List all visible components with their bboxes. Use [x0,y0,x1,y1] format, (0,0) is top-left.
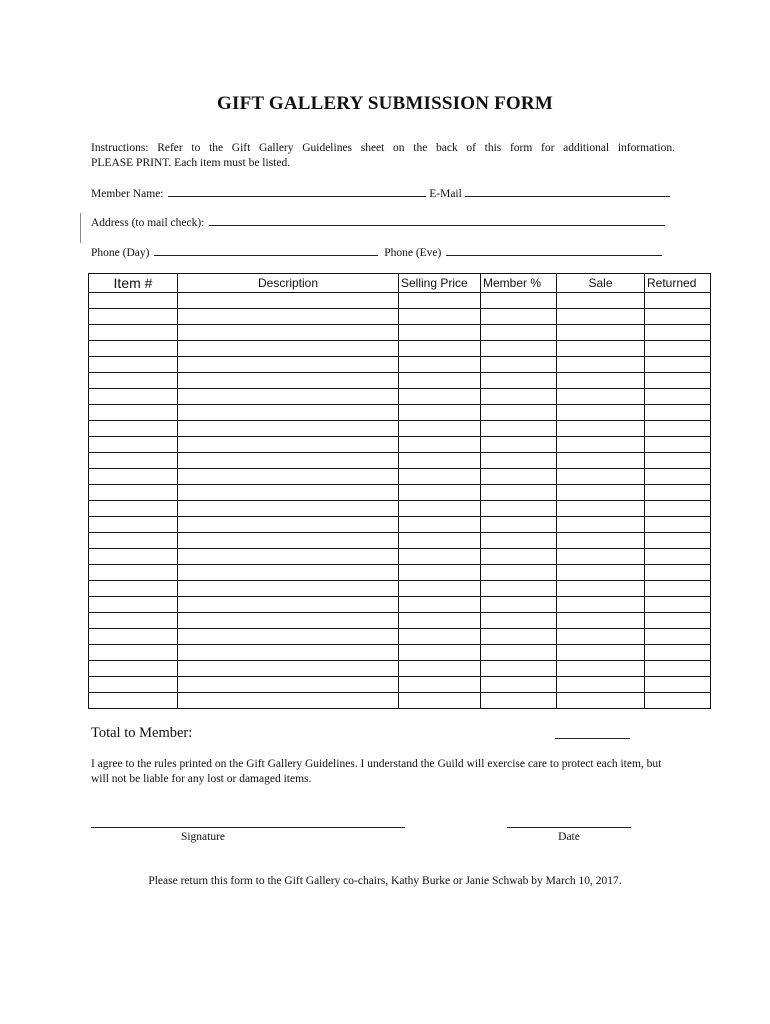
returned-cell[interactable] [645,565,711,581]
selling-price-cell[interactable] [399,469,481,485]
sale-cell[interactable] [557,341,645,357]
description-cell[interactable] [178,677,399,693]
member-percent-cell[interactable] [481,533,557,549]
returned-cell[interactable] [645,341,711,357]
member-percent-cell[interactable] [481,405,557,421]
member-percent-cell[interactable] [481,293,557,309]
description-cell[interactable] [178,549,399,565]
returned-cell[interactable] [645,549,711,565]
description-cell[interactable] [178,453,399,469]
item-number-cell[interactable] [89,405,178,421]
table-row [89,341,711,357]
table-row [89,629,711,645]
description-cell[interactable] [178,469,399,485]
header-selling-price: Selling Price [399,274,481,293]
returned-cell[interactable] [645,597,711,613]
item-number-cell[interactable] [89,533,178,549]
form-title: GIFT GALLERY SUBMISSION FORM [217,93,553,114]
sale-cell[interactable] [557,389,645,405]
returned-cell[interactable] [645,677,711,693]
table-row [89,661,711,677]
member-percent-cell[interactable] [481,613,557,629]
member-percent-cell[interactable] [481,357,557,373]
items-table [88,273,711,709]
member-percent-cell[interactable] [481,469,557,485]
description-cell[interactable] [178,629,399,645]
sale-cell[interactable] [557,453,645,469]
item-number-cell[interactable] [89,421,178,437]
item-number-cell[interactable] [89,677,178,693]
item-number-cell[interactable] [89,693,178,709]
sale-cell[interactable] [557,581,645,597]
selling-price-cell[interactable] [399,501,481,517]
sale-cell[interactable] [557,293,645,309]
sale-cell[interactable] [557,517,645,533]
table-row [89,357,711,373]
table-row [89,693,711,709]
selling-price-cell[interactable] [399,645,481,661]
description-cell[interactable] [178,501,399,517]
item-number-cell[interactable] [89,597,178,613]
item-number-cell[interactable] [89,613,178,629]
member-percent-cell[interactable] [481,453,557,469]
table-row [89,389,711,405]
item-number-cell[interactable] [89,293,178,309]
member-percent-cell[interactable] [481,485,557,501]
sale-cell[interactable] [557,645,645,661]
table-row [89,517,711,533]
phone-day-label: Phone (Day) [91,247,150,259]
member-percent-cell[interactable] [481,373,557,389]
sale-cell[interactable] [557,629,645,645]
member-percent-cell[interactable] [481,517,557,533]
sale-cell[interactable] [557,613,645,629]
member-percent-cell[interactable] [481,645,557,661]
table-row [89,325,711,341]
total-to-member-label: Total to Member: [91,725,193,741]
returned-cell[interactable] [645,325,711,341]
item-number-cell[interactable] [89,453,178,469]
member-percent-cell[interactable] [481,437,557,453]
header-member-percent: Member % [481,274,557,293]
returned-cell[interactable] [645,581,711,597]
member-percent-cell[interactable] [481,565,557,581]
returned-cell[interactable] [645,517,711,533]
returned-cell[interactable] [645,373,711,389]
phone-day-field[interactable] [154,244,378,256]
item-number-cell[interactable] [89,629,178,645]
member-percent-cell[interactable] [481,693,557,709]
selling-price-cell[interactable] [399,325,481,341]
table-row [89,549,711,565]
returned-cell[interactable] [645,421,711,437]
signature-line[interactable] [91,827,405,828]
description-cell[interactable] [178,309,399,325]
item-number-cell[interactable] [89,309,178,325]
table-row [89,581,711,597]
returned-cell[interactable] [645,437,711,453]
table-header-row [89,274,711,293]
returned-cell[interactable] [645,357,711,373]
selling-price-cell[interactable] [399,517,481,533]
sale-cell[interactable] [557,469,645,485]
description-cell[interactable] [178,533,399,549]
date-label: Date [558,831,580,843]
returned-cell[interactable] [645,293,711,309]
member-name-field[interactable] [168,185,426,197]
description-cell[interactable] [178,373,399,389]
description-cell[interactable] [178,613,399,629]
phone-row [91,244,662,259]
member-percent-cell[interactable] [481,597,557,613]
email-label: E-Mail [429,188,462,200]
description-cell[interactable] [178,661,399,677]
table-row [89,309,711,325]
member-percent-cell[interactable] [481,661,557,677]
selling-price-cell[interactable] [399,309,481,325]
table-row [89,485,711,501]
table-row [89,677,711,693]
item-number-cell[interactable] [89,517,178,533]
item-number-cell[interactable] [89,501,178,517]
selling-price-cell[interactable] [399,389,481,405]
member-percent-cell[interactable] [481,325,557,341]
header-description: Description [178,274,399,293]
member-percent-cell[interactable] [481,389,557,405]
selling-price-cell[interactable] [399,293,481,309]
table-row [89,293,711,309]
member-percent-cell[interactable] [481,341,557,357]
item-number-cell[interactable] [89,357,178,373]
item-number-cell[interactable] [89,373,178,389]
signature-label: Signature [180,831,226,843]
instructions-line-2: PLEASE PRINT. Each item must be listed. [91,157,291,169]
sale-cell[interactable] [557,421,645,437]
item-number-cell[interactable] [89,565,178,581]
item-number-cell[interactable] [89,485,178,501]
sale-cell[interactable] [557,661,645,677]
sale-cell[interactable] [557,501,645,517]
email-field[interactable] [465,185,670,197]
selling-price-cell[interactable] [399,677,481,693]
table-row [89,421,711,437]
sale-cell[interactable] [557,325,645,341]
returned-cell[interactable] [645,453,711,469]
returned-cell[interactable] [645,629,711,645]
header-sale: Sale [557,274,645,293]
phone-eve-field[interactable] [446,244,662,256]
description-cell[interactable] [178,485,399,501]
table-row [89,645,711,661]
selling-price-cell[interactable] [399,629,481,645]
table-row [89,501,711,517]
sale-cell[interactable] [557,357,645,373]
phone-eve-label: Phone (Eve) [384,247,442,259]
selling-price-cell[interactable] [399,341,481,357]
member-percent-cell[interactable] [481,581,557,597]
items-table-body [89,293,711,709]
sale-cell[interactable] [557,485,645,501]
instructions [91,141,675,171]
item-number-cell[interactable] [89,549,178,565]
instructions-line-1: Instructions: Refer to the Gift Gallery Guidelines sheet on the back of this form for additional information. [91,142,675,154]
agreement-text: I agree to the rules printed on the Gift Gallery Guidelines. I understand the Guild will exercise care to protect each item, but will not be liable for any lost or damaged items. [91,758,662,785]
description-cell[interactable] [178,693,399,709]
table-row [89,469,711,485]
description-cell[interactable] [178,357,399,373]
returned-cell[interactable] [645,693,711,709]
selling-price-cell[interactable] [399,357,481,373]
selling-price-cell[interactable] [399,565,481,581]
description-cell[interactable] [178,341,399,357]
address-label: Address (to mail check): [91,217,205,229]
description-cell[interactable] [178,293,399,309]
item-number-cell[interactable] [89,389,178,405]
member-percent-cell[interactable] [481,549,557,565]
sale-cell[interactable] [557,549,645,565]
returned-cell[interactable] [645,405,711,421]
returned-cell[interactable] [645,661,711,677]
sale-cell[interactable] [557,677,645,693]
selling-price-cell[interactable] [399,485,481,501]
item-number-cell[interactable] [89,325,178,341]
sale-cell[interactable] [557,309,645,325]
table-row [89,405,711,421]
table-row [89,453,711,469]
sale-cell[interactable] [557,597,645,613]
description-cell[interactable] [178,325,399,341]
margin-mark [80,213,81,243]
item-number-cell[interactable] [89,645,178,661]
item-number-cell[interactable] [89,581,178,597]
sale-cell[interactable] [557,373,645,389]
table-row [89,437,711,453]
sale-cell[interactable] [557,405,645,421]
member-name-row [91,185,670,200]
returned-cell[interactable] [645,533,711,549]
date-line[interactable] [507,827,631,828]
table-row [89,533,711,549]
returned-cell[interactable] [645,469,711,485]
description-cell[interactable] [178,437,399,453]
description-cell[interactable] [178,565,399,581]
address-field[interactable] [209,214,665,226]
member-percent-cell[interactable] [481,309,557,325]
member-percent-cell[interactable] [481,629,557,645]
member-percent-cell[interactable] [481,677,557,693]
description-cell[interactable] [178,421,399,437]
member-name-label: Member Name: [91,188,164,200]
address-row [91,214,665,229]
selling-price-cell[interactable] [399,373,481,389]
selling-price-cell[interactable] [399,421,481,437]
item-number-cell[interactable] [89,437,178,453]
description-cell[interactable] [178,389,399,405]
header-returned: Returned [645,274,711,293]
description-cell[interactable] [178,597,399,613]
selling-price-cell[interactable] [399,437,481,453]
selling-price-cell[interactable] [399,549,481,565]
item-number-cell[interactable] [89,341,178,357]
sale-cell[interactable] [557,565,645,581]
table-row [89,597,711,613]
returned-cell[interactable] [645,613,711,629]
table-row [89,613,711,629]
description-cell[interactable] [178,581,399,597]
return-instructions: Please return this form to the Gift Gallery co-chairs, Kathy Burke or Janie Schwab by March 10, 2017. [148,875,622,887]
sale-cell[interactable] [557,693,645,709]
selling-price-cell[interactable] [399,533,481,549]
selling-price-cell[interactable] [399,613,481,629]
selling-price-cell[interactable] [399,693,481,709]
item-number-cell[interactable] [89,469,178,485]
header-item-number: Item # [89,274,178,293]
table-row [89,565,711,581]
item-number-cell[interactable] [89,661,178,677]
returned-cell[interactable] [645,501,711,517]
table-row [89,373,711,389]
selling-price-cell[interactable] [399,405,481,421]
sale-cell[interactable] [557,437,645,453]
member-percent-cell[interactable] [481,421,557,437]
returned-cell[interactable] [645,485,711,501]
returned-cell[interactable] [645,389,711,405]
returned-cell[interactable] [645,309,711,325]
selling-price-cell[interactable] [399,597,481,613]
selling-price-cell[interactable] [399,453,481,469]
returned-cell[interactable] [645,645,711,661]
description-cell[interactable] [178,645,399,661]
description-cell[interactable] [178,405,399,421]
selling-price-cell[interactable] [399,581,481,597]
selling-price-cell[interactable] [399,661,481,677]
member-percent-cell[interactable] [481,501,557,517]
total-to-member-field[interactable] [555,738,630,739]
description-cell[interactable] [178,517,399,533]
sale-cell[interactable] [557,533,645,549]
